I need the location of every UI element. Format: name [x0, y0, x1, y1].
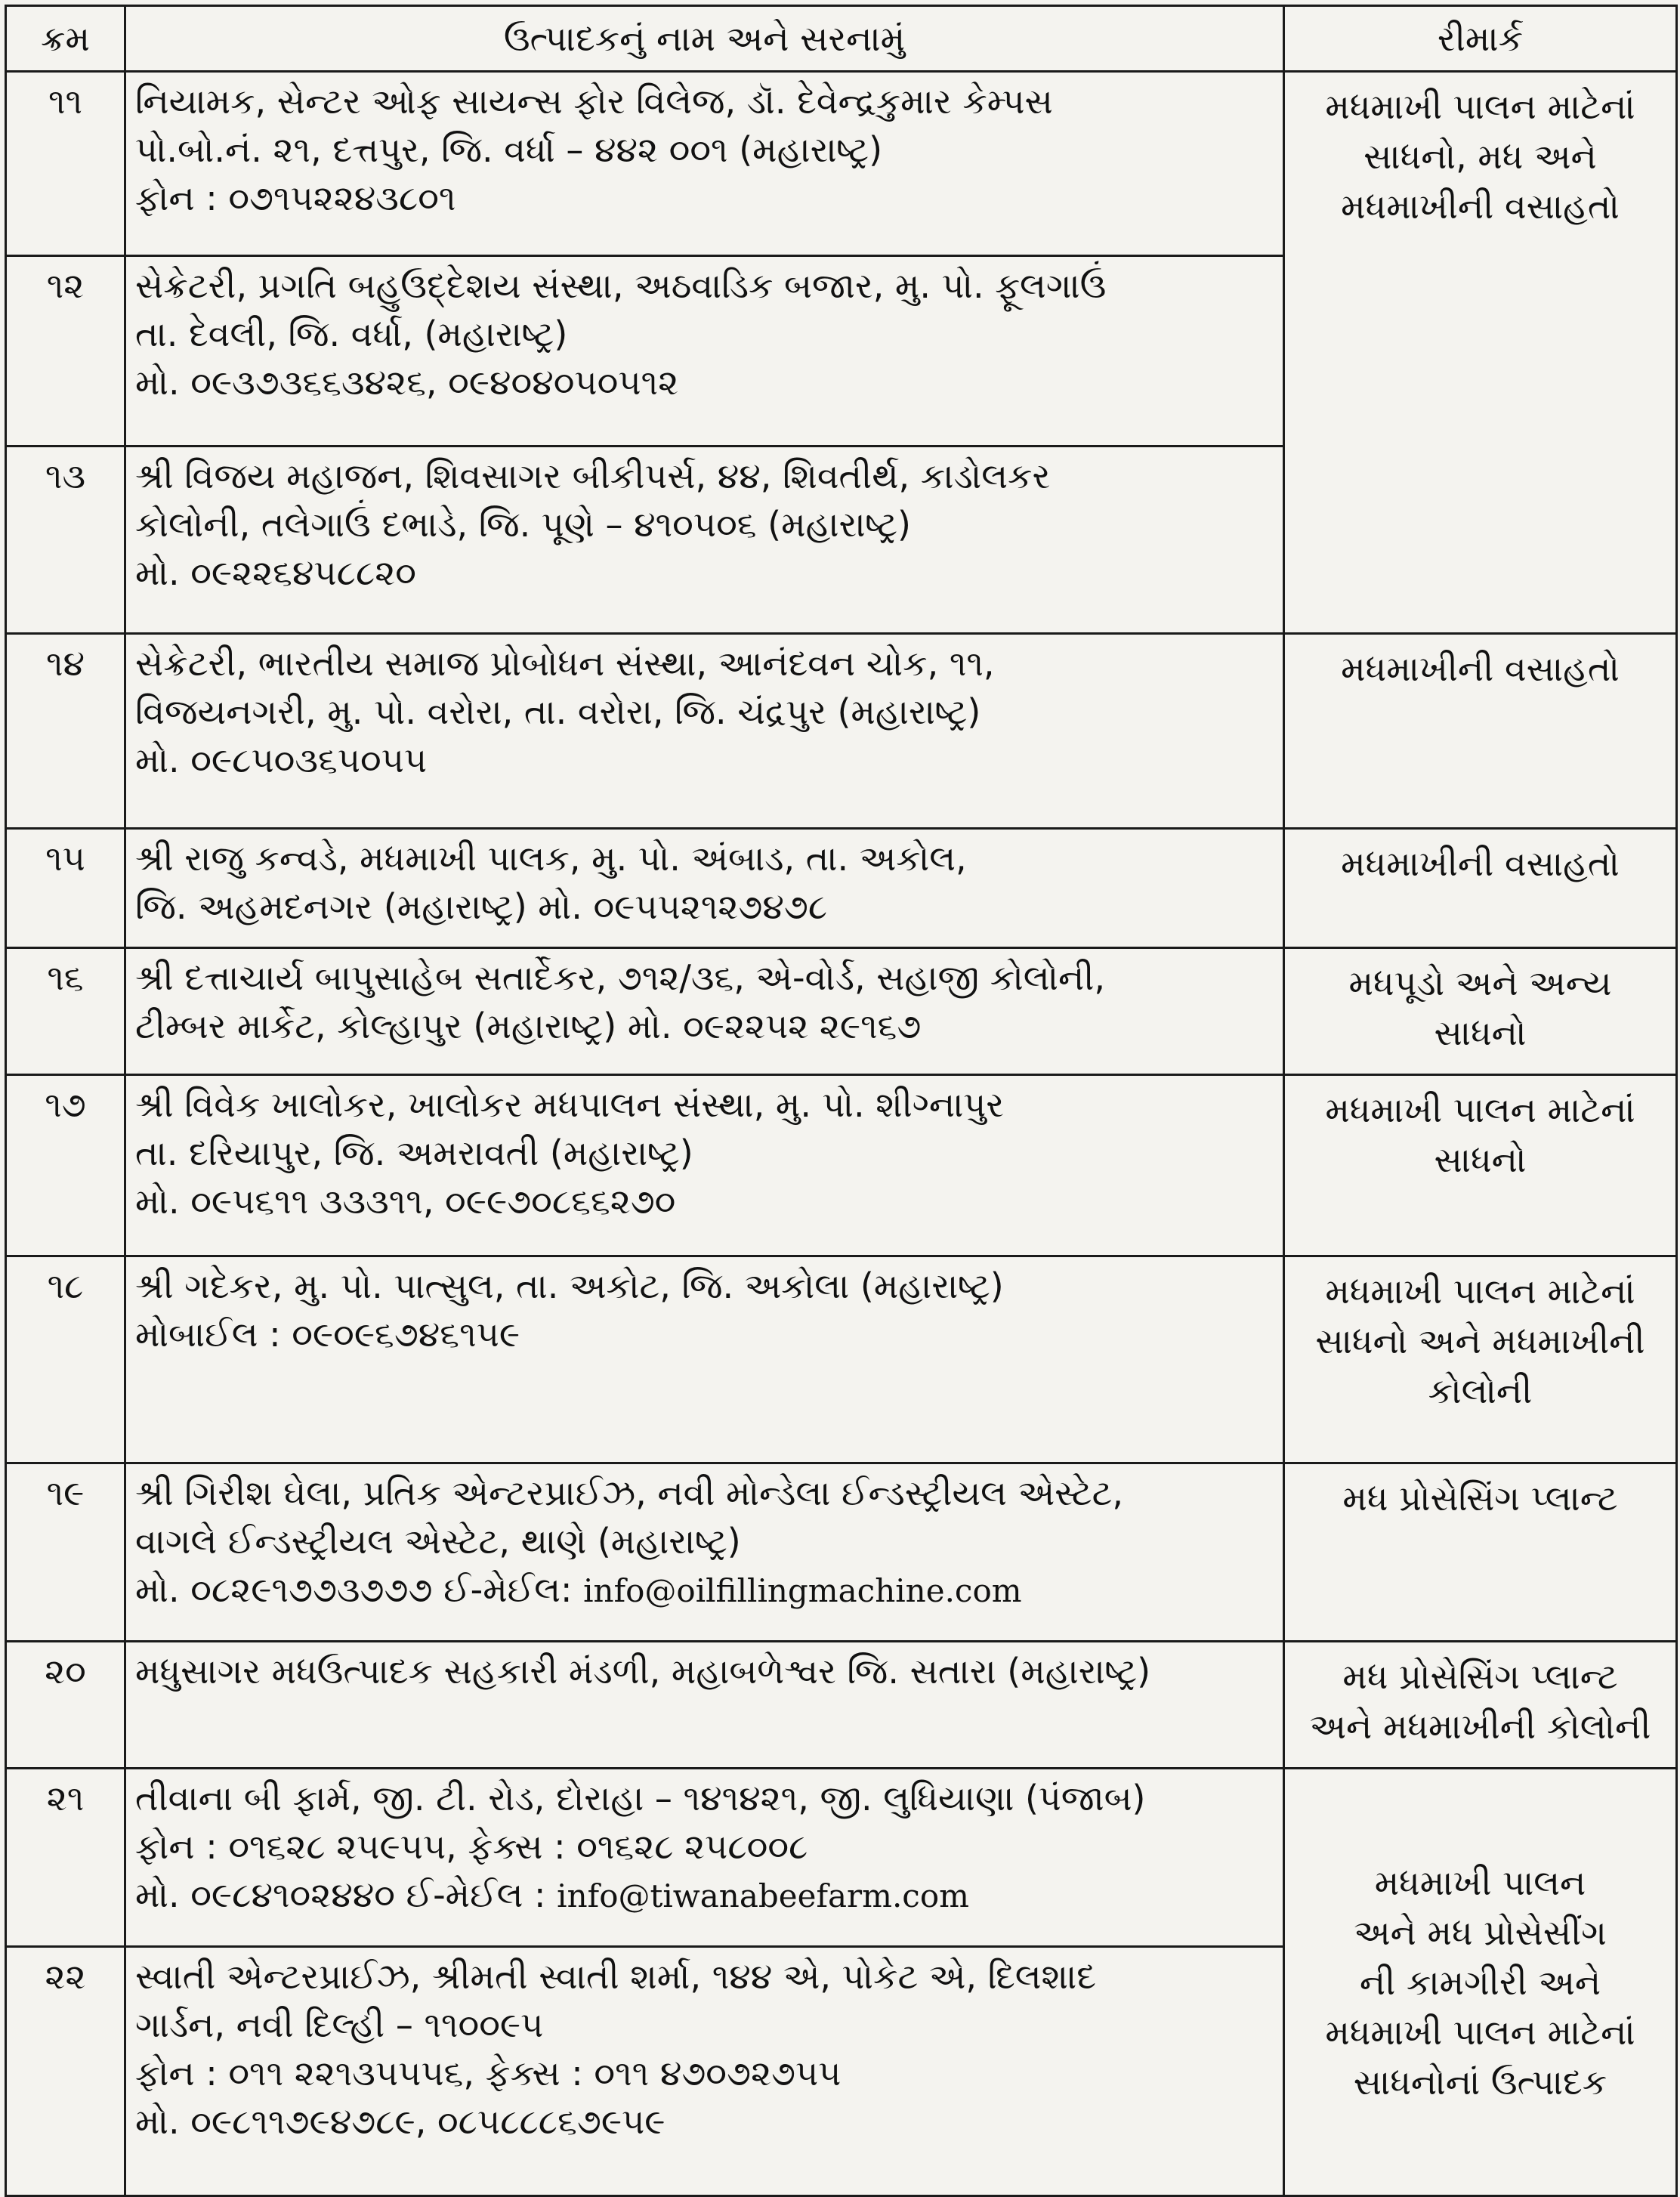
remark-cell	[1284, 1075, 1677, 1256]
remark-line: સાધનો અને મધમાખીની	[1315, 1321, 1645, 1361]
remark-cell	[1284, 1463, 1677, 1642]
remark-line: સાધનો	[1434, 1139, 1527, 1180]
remark-cell	[1284, 948, 1677, 1075]
serial-cell: ૧૩	[6, 447, 125, 634]
serial-cell: ૧૯	[6, 1463, 125, 1642]
serial-cell: ૧૪	[6, 634, 125, 829]
remark-line: મધમાખીની વસાહતો	[1341, 843, 1620, 884]
table-row	[6, 1463, 1677, 1642]
address-line: સેક્રેટરી, ભારતીય સમાજ પ્રોબોધન સંસ્થા, આનંદવન ચોક, ૧૧,	[135, 643, 995, 684]
serial-cell: ૨૧	[6, 1769, 125, 1947]
address-line: મોબાઈલ : ૦૯૦૯૬૭૪૬૧૫૯	[135, 1314, 520, 1355]
serial-cell: ૧૮	[6, 1256, 125, 1463]
remark-line: સાધનો	[1434, 1012, 1527, 1053]
serial-cell: ૨૦	[6, 1642, 125, 1769]
table-row	[6, 634, 1677, 829]
table-row	[6, 1769, 1677, 1947]
address-line: શ્રી ગિરીશ ઘેલા, પ્રતિક એન્ટરપ્રાઈઝ, નવી મોન્ડેલા ઈન્ડસ્ટ્રીયલ એસ્ટેટ,	[135, 1472, 1124, 1513]
contact-text: મો. ૦૯૮૪૧૦૨૪૪૦ ઈ-મેઈલ :	[135, 1874, 557, 1915]
email-text: info@tiwanabeefarm.com	[557, 1877, 969, 1914]
serial-cell: ૧૭	[6, 1075, 125, 1256]
remark-line: કોલોની	[1428, 1370, 1533, 1411]
table-row	[6, 1075, 1677, 1256]
remark-cell	[1284, 1769, 1677, 2196]
header-remark: રીમાર્ક	[1284, 6, 1677, 72]
header-serial: ક્રમ	[6, 6, 125, 72]
remark-line: મધમાખી પાલન માટેનાં	[1325, 1089, 1635, 1130]
address-line: વિજયનગરી, મુ. પો. વરોરા, તા. વરોરા, જિ. ચંદ્રપુર (મહારાષ્ટ્ર)	[135, 691, 981, 732]
table-row	[6, 72, 1677, 256]
address-line: મો. ૦૯૫૬૧૧ ૩૩૩૧૧, ૦૯૯૭૦૮૬૬૨૭૦	[135, 1181, 676, 1222]
address-line: ફોન : ૦૭૧૫૨૨૪૩૮૦૧	[135, 178, 456, 218]
address-line: નિયામક, સેન્ટર ઓફ સાયન્સ ફોર વિલેજ, ડૉ. દેવેન્દ્રકુમાર કેમ્પસ	[135, 81, 1053, 122]
address-line: મધુસાગર મધઉત્પાદક સહકારી મંડળી, મહાબળેશ્વર જિ. સતારા (મહારાષ્ટ્ર)	[135, 1651, 1151, 1692]
document-page	[5, 5, 1675, 2141]
contact-text: મો. ૦૮૨૯૧૭૭૩૭૭૭ ઈ-મેઈલ:	[135, 1569, 584, 1610]
serial-cell: ૧૨	[6, 256, 125, 447]
remark-cell	[1284, 829, 1677, 948]
address-line: સેક્રેટરી, પ્રગતિ બહુઉદ્દેશય સંસ્થા, અઠવાડિક બજાર, મુ. પો. ફૂલગાઉં	[135, 265, 1107, 306]
name-address-cell	[125, 948, 1284, 1075]
address-line: મો. ૦૯૮૫૦૩૬૫૦૫૫	[135, 740, 428, 780]
email-text: info@oilfillingmachine.com	[583, 1572, 1022, 1609]
address-line: શ્રી દત્તાચાર્ય બાપુસાહેબ સતાર્દેકર, ૭૧૨/૩૬, એ-વોર્ડ, સહાજી કોલોની,	[135, 957, 1106, 998]
name-address-cell	[125, 634, 1284, 829]
remark-line: અને મધ પ્રોસેસીંગ	[1354, 1911, 1607, 1953]
address-line: ફોન : ૦૧૬૨૮ ૨૫૯૫૫, ફેક્સ : ૦૧૬૨૮ ૨૫૮૦૦૮	[135, 1826, 808, 1867]
manufacturers-table	[5, 5, 1678, 2197]
remark-line: સાધનોનાં ઉત્પાદક	[1353, 2061, 1607, 2103]
name-address-cell	[125, 1463, 1284, 1642]
serial-cell: ૧૬	[6, 948, 125, 1075]
address-line: કોલોની, તલેગાઉં દભાડે, જિ. પૂણે – ૪૧૦૫૦૬ (મહારાષ્ટ્ર)	[135, 504, 911, 545]
name-address-cell	[125, 1947, 1284, 2196]
address-line: મો. ૦૯૩૭૩૬૬૩૪૨૬, ૦૯૪૦૪૦૫૦૫૧૨	[135, 362, 679, 403]
remark-cell	[1284, 1642, 1677, 1769]
remark-line: મધમાખી પાલન માટેનાં	[1325, 2011, 1635, 2053]
contact-line	[135, 1565, 1274, 1615]
header-name-address: ઉત્પાદકનું નામ અને સરનામું	[125, 6, 1284, 72]
remark-line: ની કામગીરી અને	[1359, 1961, 1601, 2003]
address-line: શ્રી રાજુ કન્વડે, મધમાખી પાલક, મુ. પો. અંબાડ, તા. અકોલ,	[135, 838, 967, 879]
address-line: શ્રી વિવેક ખાલોકર, ખાલોકર મધપાલન સંસ્થા, મુ. પો. શીગ્નાપુર	[135, 1084, 1005, 1125]
contact-line	[135, 1871, 1274, 1920]
table-row	[6, 1642, 1677, 1769]
address-line: મો. ૦૯૨૨૬૪૫૮૮૨૦	[135, 552, 416, 593]
name-address-cell	[125, 1256, 1284, 1463]
remark-line: મધમાખી પાલન	[1374, 1862, 1586, 1903]
remark-line: સાધનો, મધ અને	[1363, 136, 1597, 177]
address-line: ટીમ્બર માર્કેટ, કોલ્હાપુર (મહારાષ્ટ્ર) મો. ૦૯૨૨૫૨ ૨૯૧૬૭	[135, 1006, 922, 1046]
remark-line: મધમાખીની વસાહતો	[1341, 186, 1620, 227]
address-line: ગાર્ડન, નવી દિલ્હી – ૧૧૦૦૯૫	[135, 2004, 544, 2045]
remark-line: મધપૂડો અને અન્ય	[1348, 963, 1612, 1003]
address-line: ફોન : ૦૧૧ ૨૨૧૩૫૫૫૬, ફેક્સ : ૦૧૧ ૪૭૦૭૨૭૫૫	[135, 2053, 842, 2093]
address-line: તા. દરિયાપુર, જિ. અમરાવતી (મહારાષ્ટ્ર)	[135, 1132, 693, 1173]
name-address-cell	[125, 72, 1284, 256]
address-line: શ્રી ગદેકર, મુ. પો. પાત્સુલ, તા. અકોટ, જિ. અકોલા (મહારાષ્ટ્ર)	[135, 1265, 1004, 1306]
name-address-cell	[125, 1769, 1284, 1947]
address-line: તીવાના બી ફાર્મ, જી. ટી. રોડ, દોરાહા – ૧૪૧૪૨૧, જી. લુધિયાણા (પંજાબ)	[135, 1778, 1146, 1818]
serial-cell: ૧૫	[6, 829, 125, 948]
header-row	[6, 6, 1677, 72]
table-row	[6, 948, 1677, 1075]
name-address-cell	[125, 829, 1284, 948]
name-address-cell	[125, 256, 1284, 447]
remark-line: મધમાખી પાલન માટેનાં	[1325, 1271, 1635, 1312]
serial-cell: ૨૨	[6, 1947, 125, 2196]
address-line: વાગલે ઈન્ડસ્ટ્રીયલ એસ્ટેટ, થાણે (મહારાષ્ટ્ર)	[135, 1521, 741, 1562]
table-row	[6, 1256, 1677, 1463]
remark-line: મધ પ્રોસેસિંગ પ્લાન્ટ	[1342, 1478, 1618, 1519]
address-line: જિ. અહમદનગર (મહારાષ્ટ્ર) મો. ૦૯૫૫૨૧૨૭૪૭૮	[135, 886, 828, 927]
table-row	[6, 829, 1677, 948]
name-address-cell	[125, 1642, 1284, 1769]
address-line: તા. દેવલી, જિ. વર્ધા, (મહારાષ્ટ્ર)	[135, 314, 568, 354]
name-address-cell	[125, 1075, 1284, 1256]
remark-line: મધ પ્રોસેસિંગ પ્લાન્ટ	[1342, 1656, 1618, 1697]
address-line: પો.બો.નં. ૨૧, દત્તપુર, જિ. વર્ધા – ૪૪૨ ૦૦૧ (મહારાષ્ટ્ર)	[135, 129, 883, 170]
serial-cell: ૧૧	[6, 72, 125, 256]
remark-cell	[1284, 1256, 1677, 1463]
address-line: શ્રી વિજય મહાજન, શિવસાગર બીકીપર્સ, ૪૪, શિવતીર્થ, કાડોલકર	[135, 456, 1051, 496]
name-address-cell	[125, 447, 1284, 634]
address-line: મો. ૦૯૮૧૧૭૯૪૭૮૯, ૦૮૫૮૮૮૬૭૯૫૯	[135, 2101, 666, 2142]
address-line: સ્વાતી એન્ટરપ્રાઈઝ, શ્રીમતી સ્વાતી શર્મા, ૧૪૪ એ, પોકેટ એ, દિલશાદ	[135, 1956, 1097, 1997]
remark-line: મધમાખીની વસાહતો	[1341, 648, 1620, 689]
remark-cell	[1284, 72, 1677, 634]
remark-cell	[1284, 634, 1677, 829]
remark-line: મધમાખી પાલન માટેનાં	[1325, 86, 1635, 127]
remark-line: અને મધમાખીની કોલોની	[1309, 1706, 1651, 1747]
